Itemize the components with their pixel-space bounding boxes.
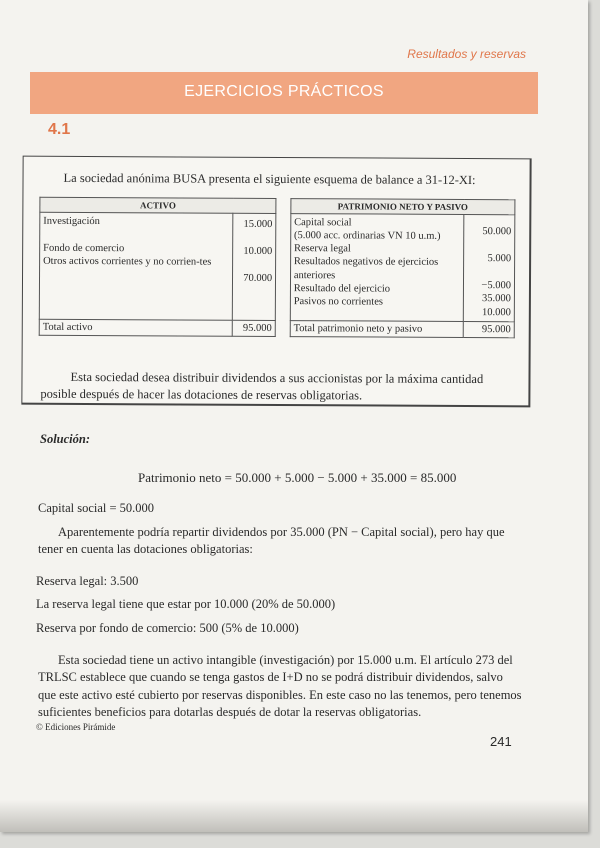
pasivo-item: Capital social (294, 217, 352, 229)
publisher-credit: © Ediciones Pirámide (36, 722, 116, 732)
exercise-number: 4.1 (48, 121, 71, 138)
running-head: Resultados y reservas (407, 47, 526, 61)
total-activo-label: Total activo (39, 319, 232, 336)
activo-item: Investigación (43, 215, 100, 228)
pasivo-values-cell (464, 214, 515, 321)
activo-item: Otros activos corrientes y no corrien-tes (43, 256, 212, 268)
pasivo-value: 5.000 (487, 253, 512, 265)
reserva-legal-line: Reserva legal: 3.500 (36, 574, 139, 588)
activo-item: Fondo de comercio (43, 242, 125, 255)
pasivo-item: Pasivos no corrientes (293, 295, 384, 308)
balance-sheet-table (39, 197, 516, 338)
pasivo-value: 35.000 (482, 293, 511, 305)
activo-header: ACTIVO (40, 197, 276, 213)
activo-value: 15.000 (243, 218, 273, 230)
activo-value: 70.000 (243, 273, 273, 285)
activo-items-cell (39, 212, 233, 320)
page-bottom-shadow (0, 800, 588, 832)
activo-value: 10.000 (243, 245, 273, 258)
reserva-legal-note: La reserva legal tiene que estar por 10.000 (20% de 50.000) (36, 597, 336, 611)
section-banner (30, 72, 538, 114)
total-pasivo-value: 95.000 (464, 321, 515, 337)
banner-title: EJERCICIOS PRÁCTICOS (184, 83, 384, 100)
solution-paragraph-1: Aparentemente podría repartir dividendos por 35.000 (PN − Capital social), pero hay que tener en cuenta las dotaciones obligatorias: (38, 525, 505, 557)
exercise-box (21, 156, 531, 408)
exercise-outro: Esta sociedad desea distribuir dividendos a sus accionistas por la máxima cantidad posible después de hacer las dotaciones de reservas obligatorias. (40, 369, 484, 403)
net-worth-formula: Patrimonio neto = 50.000 + 5.000 − 5.000 + 35.000 = 85.000 (138, 470, 457, 485)
capital-social-line: Capital social = 50.000 (38, 501, 155, 515)
pasivo-value: 10.000 (481, 306, 511, 318)
solution-label: Solución: (40, 432, 91, 446)
pasivo-value: 50.000 (482, 226, 512, 238)
pasivo-value: −5.000 (481, 280, 512, 292)
pasivo-header: PATRIMONIO NETO Y PASIVO (291, 199, 515, 215)
exercise-intro: La sociedad anónima BUSA presenta el siguiente esquema de balance a 31-12-XI: (63, 170, 476, 188)
page-number: 241 (490, 734, 512, 749)
pasivo-item: Resultados negativos de ejercicios anteriores (293, 256, 439, 281)
total-pasivo-label: Total patrimonio neto y pasivo (290, 320, 464, 337)
activo-values-cell (233, 213, 276, 320)
pasivo-items-cell (290, 214, 464, 322)
total-activo-value: 95.000 (232, 320, 275, 336)
pasivo-item: Reserva legal (293, 243, 351, 255)
solution-paragraph-2: Esta sociedad tiene un activo intangible (investigación) por 15.000 u.m. El artículo 273 del TRLSC establece que cuando se tenga gastos de I+D no se podrá distribuir dividendos, salvo que este activo esté cubierto por reservas disponibles. En este caso no las tenemos, pero tenemos suficientes beneficios para dotarlas después de dotar la reservas obligatorias. (38, 653, 522, 719)
pasivo-item: (5.000 acc. ordinarias VN 10 u.m.) (294, 230, 441, 242)
pasivo-item: Resultado del ejercicio (293, 282, 391, 295)
reserva-fondo-line: Reserva por fondo de comercio: 500 (5% de 10.000) (36, 621, 299, 635)
